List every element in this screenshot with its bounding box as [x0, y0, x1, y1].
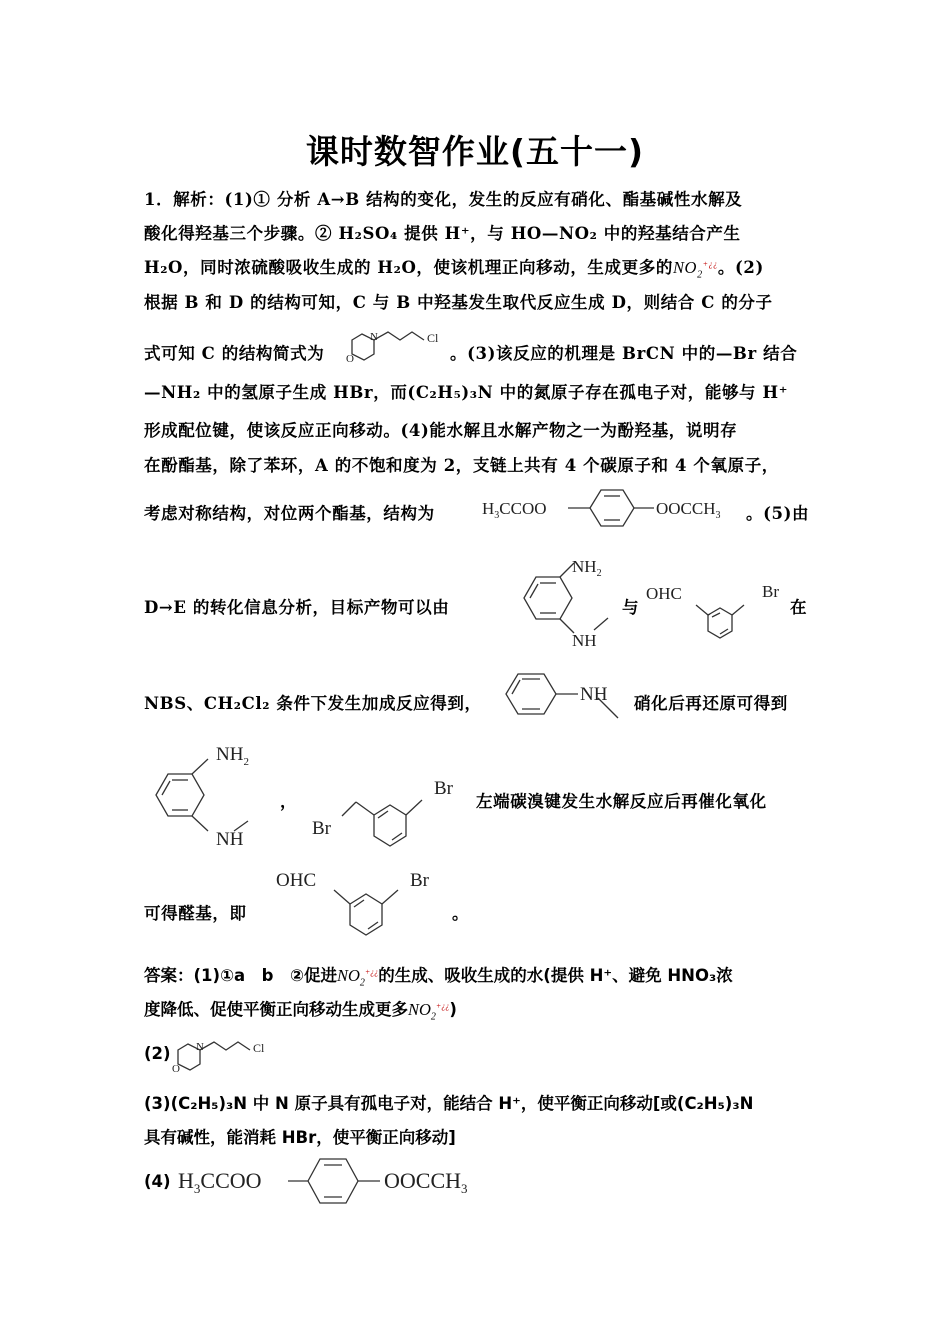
svg-text:OOCCH3: $OOCCH_3$	[656, 499, 721, 521]
q1-line-2: 酸化得羟基三个步骤。② H₂SO₄ 提供 H⁺，与 HO—NO₂ 中的羟基结合产生	[144, 224, 741, 243]
svg-text:H3CCOO: $H_3CCOO$	[178, 1168, 262, 1196]
answer-line-6: (4)	[144, 1172, 171, 1191]
answer-line-4: (3)(C₂H₅)₃N 中 N 原子具有孤电子对，能结合 H⁺，使平衡正向移动[或(C₂H₅)₃N	[144, 1094, 754, 1113]
svg-text:O: O	[172, 1063, 180, 1075]
hydroquinone-diacetate-structure-2	[178, 1152, 498, 1210]
svg-text:Br: Br	[434, 778, 453, 799]
svg-text:NH: NH	[580, 684, 608, 705]
svg-text:Cl: Cl	[427, 331, 439, 345]
q1-line-1: 1．解析：(1)① 分析 A→B 结构的变化，发生的反应有硝化、酯基碱性水解及	[144, 190, 743, 209]
svg-text:Br: Br	[410, 870, 429, 891]
q1-line-3b: 。(2)	[717, 258, 764, 277]
no2-formula: $NO_2^{+¿¿}$	[672, 258, 718, 281]
svg-text:Br: Br	[762, 582, 779, 601]
q1-line-12a: ，	[280, 792, 298, 811]
q1-line-3a: H₂O，同时浓硫酸吸收生成的 H₂O，使该机理正向移动，生成更多的	[144, 258, 673, 277]
answer-line-3: (2)	[144, 1044, 171, 1063]
svg-text:O: O	[346, 353, 354, 365]
answer-1b: 的生成、吸收生成的水(提供 H⁺、避免 HNO₃浓	[378, 966, 733, 985]
q1-line-9a: 考虑对称结构，对位两个酯基，结构为	[144, 504, 435, 523]
q1-line-8: 在酚酯基，除了苯环，A 的不饱和度为 2，支链上共有 4 个碳原子和 4 个氧原子，	[144, 456, 779, 475]
svg-text:NH: NH	[572, 631, 597, 650]
answer-1a: 答案：(1)①a b ②促进	[144, 966, 337, 985]
n-methylaniline-structure	[500, 666, 630, 726]
answer-line-2	[144, 996, 457, 1022]
q1-line-10c: 在	[790, 598, 808, 617]
no2-formula-3: $NO_2^{+¿¿}$	[408, 1000, 450, 1023]
n-methyl-o-phenylenediamine-structure-2	[150, 735, 270, 853]
q1-line-13b: 。	[452, 904, 470, 923]
q1-line-10a: D→E 的转化信息分析，目标产物可以由	[144, 598, 450, 617]
morpholine-propyl-chloride-structure	[342, 320, 452, 366]
svg-text:N: N	[370, 331, 378, 343]
answer-2a: 度降低、促使平衡正向移动生成更多	[144, 1000, 408, 1019]
q1-line-10b: 与	[622, 598, 640, 617]
q1-line-4: 根据 B 和 D 的结构可知，C 与 B 中羟基发生取代反应生成 D，则结合 C 的分子	[144, 293, 773, 312]
morpholine-propyl-chloride-structure-2	[168, 1030, 278, 1076]
answer-2b: )	[449, 1000, 457, 1019]
3-bromobenzaldehyde-structure-2	[272, 862, 452, 950]
svg-text:H3CCOO: $H_3CCOO$	[482, 499, 547, 521]
hydroquinone-diacetate-structure	[482, 482, 742, 532]
answer-line-1	[144, 962, 733, 988]
svg-text:NH: NH	[216, 829, 244, 850]
no2-formula-2: $NO_2^{+¿¿}$	[336, 966, 379, 989]
svg-text:Cl: Cl	[253, 1041, 265, 1055]
n-methyl-o-phenylenediamine-structure	[512, 548, 622, 656]
q1-line-11a: NBS、CH₂Cl₂ 条件下发生加成反应得到，	[144, 694, 482, 713]
q1-line-5a: 式可知 C 的结构简式为	[144, 344, 325, 363]
svg-text:N: N	[196, 1041, 204, 1053]
3-bromobenzyl-bromide-structure	[308, 770, 468, 860]
q1-line-9b: 。(5)由	[746, 504, 810, 523]
q1-line-12b: 左端碳溴键发生水解反应后再催化氧化	[476, 792, 767, 811]
page-title: 课时数智作业(五十一)	[305, 132, 645, 171]
svg-text:NH2: $NH_2$	[216, 744, 249, 768]
svg-text:OHC: OHC	[276, 870, 317, 891]
answer-line-5: 具有碱性，能消耗 HBr，使平衡正向移动]	[144, 1128, 456, 1147]
svg-text:NH2: $NH_2$	[572, 557, 602, 579]
q1-line-11b: 硝化后再还原可得到	[634, 694, 788, 713]
q1-line-13a: 可得醛基，即	[144, 904, 247, 923]
q1-line-6: —NH₂ 中的氢原子生成 HBr，而(C₂H₅)₃N 中的氮原子存在孤电子对，能够与 H⁺	[144, 383, 789, 402]
3-bromobenzaldehyde-structure	[640, 575, 790, 655]
svg-text:OOCCH3: $OOCCH_3$	[384, 1168, 468, 1196]
q1-line-5b: 。(3)该反应的机理是 BrCN 中的—Br 结合	[450, 344, 798, 363]
q1-line-3	[144, 254, 764, 280]
svg-text:Br: Br	[312, 818, 331, 839]
q1-line-7: 形成配位键，使该反应正向移动。(4)能水解且水解产物之一为酚羟基，说明存	[144, 421, 738, 440]
svg-text:OHC: OHC	[646, 584, 682, 603]
